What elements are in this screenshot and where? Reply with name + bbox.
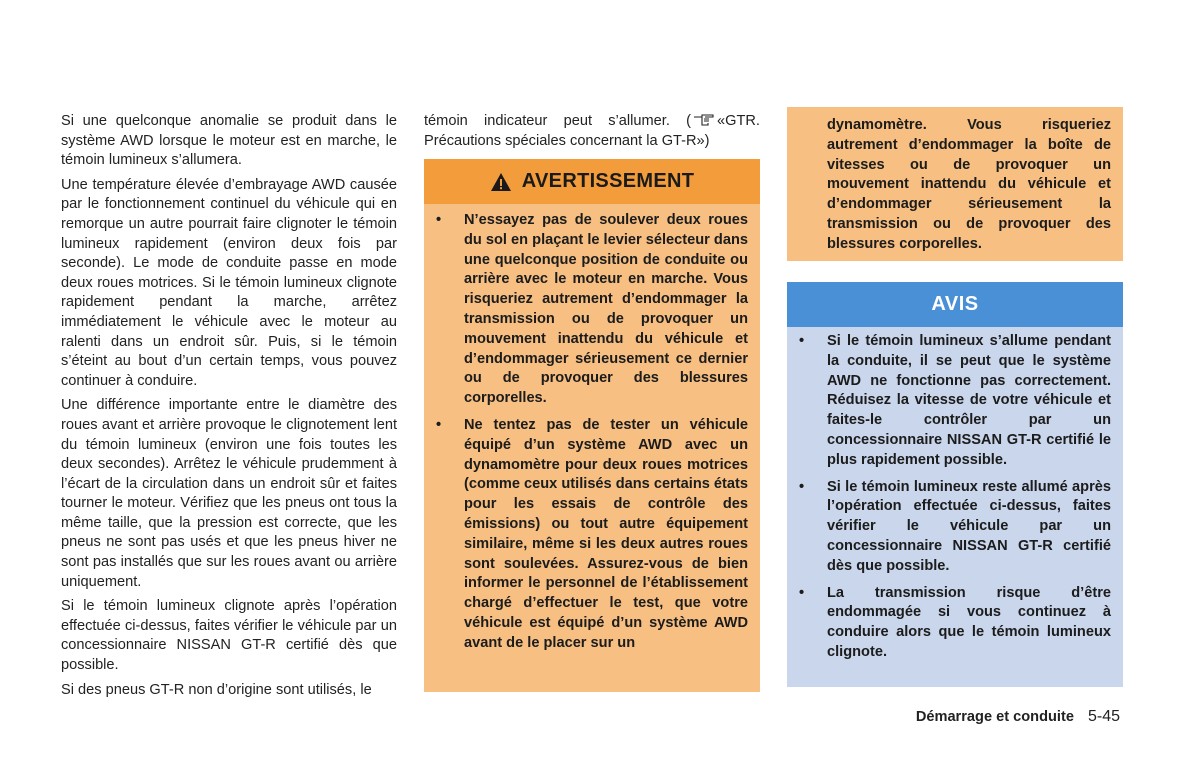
notice-list [787,332,1123,670]
warning-continuation-box [787,107,1123,261]
bullet-text: La transmission risque d’être endommagée si vous continuez à conduire alors que le témoin lumineux clignote. [827,584,1111,660]
bullet: • [799,333,805,349]
paragraph: Si des pneus GT-R non d’origine sont utilisés, le [61,681,372,698]
paragraph: Si le témoin lumineux clignote après l’opération effectuée ci-dessus, faites vérifier le véhicule par un concessionnaire NISSAN GT-R certifié dès que possible. [61,598,397,674]
bullet-text: Si le témoin lumineux reste allumé après l’opération effectuée ci-dessus, faites vérifier le véhicule par un concessionnaire NISSAN GT-R certifié dès que possible. [827,478,1111,574]
list-item [424,416,760,654]
warning-title: AVERTISSEMENT [521,170,695,192]
page-footer [916,708,1120,726]
bullet-text: Si le témoin lumineux s’allume pendant la conduite, il se peut que le système AWD ne fonctionne pas correctement. Réduisez la vitesse de votre véhicule et faites-le contrôler par un concessionnaire NISSAN GT-R certifié le plus rapidement possible. [827,333,1111,468]
list-item [787,478,1123,577]
intro-before-icon: témoin indicateur peut s’allumer. ( [424,113,692,129]
left-column [61,112,397,705]
pointing-hand-icon [693,113,715,127]
page-number: 5-45 [1087,708,1120,725]
bullet-text: Ne tentez pas de tester un véhicule équipé d’un système AWD avec un dynamomètre pour deux roues motrices (comme ceux utilisés dans certains états pour les essais de contrôle des émissions) ou tout autre équipement similaire, même si les deux autres roues sont soulevées. Assurez-vous de bien informer le personnel de l’établissement chargé d’effectuer le test, que votre véhicule est équipé d’un système AWD avant de le placer sur un [464,416,748,651]
bullet: • [799,478,805,495]
warning-continuation-text: dynamomètre. Vous risqueriez autrement d’endommager la boîte de vitesses ou de provoquer un mouvement inattendu du véhicule et d’endommager sérieusement la transmission ou de provoquer des blessures corporelles. [827,117,1111,252]
middle-column [424,112,760,151]
bullet: • [799,584,805,601]
bullet-text: N’essayez pas de soulever deux roues du sol en plaçant le levier sélecteur dans une quelconque position de conduite ou arrière avec le moteur en marche. Vous risqueriez autrement d’endommager la transmission ou de provoquer un mouvement inattendu du véhicule et d’endommager sérieusement ce dernier ou de provoquer des blessures corporelles. [464,212,748,407]
list-item [787,584,1123,663]
bullet: • [436,416,442,433]
intro-text [424,112,760,151]
list-item [787,332,1123,471]
section-title: Démarrage et conduite [915,709,1074,725]
notice-header [787,282,1123,327]
intro-after-icon: «GTR. Précautions spéciales concernant la GT-R») [424,113,760,149]
warning-box [424,159,760,692]
notice-title: AVIS [931,293,979,315]
list-item [424,211,760,409]
warning-triangle-icon [490,172,512,192]
notice-box [787,282,1123,687]
paragraph: Une température élevée d’embrayage AWD causée par le fonctionnement continuel du véhicule qui en remorque un autre pourrait faire clignoter le témoin lumineux rapidement (environ deux fois par seconde). Le mode de conduite passe en mode deux roues motrices. Si le témoin lumineux clignote rapidement pendant la marche, arrêtez immédiatement le véhicule avec le moteur au ralenti dans un endroit sûr. Puis, si le témoin s’éteint au bout d’un certain temps, vous pouvez continuer à conduire. [61,176,397,389]
warning-header [424,159,760,204]
warning-list [424,211,760,661]
paragraph: Une différence importante entre le diamètre des roues avant et arrière provoque le clignotement lent du témoin lumineux (environ une fois toutes les deux secondes). Arrêtez le véhicule prudemment à l’écart de la circulation dans un endroit sûr et faites tourner le moteur. Vérifiez que les pneus ont tous la même taille, que la pression est correcte, que les pneus ne sont pas usés et que les pneus hiver ne sont pas installés que sur les roues avant ou arrière uniquement. [61,397,397,590]
paragraph: Si une quelconque anomalie se produit dans le système AWD lorsque le moteur est en marche, le témoin lumineux s’allumera. [61,113,397,169]
bullet: • [436,212,442,228]
